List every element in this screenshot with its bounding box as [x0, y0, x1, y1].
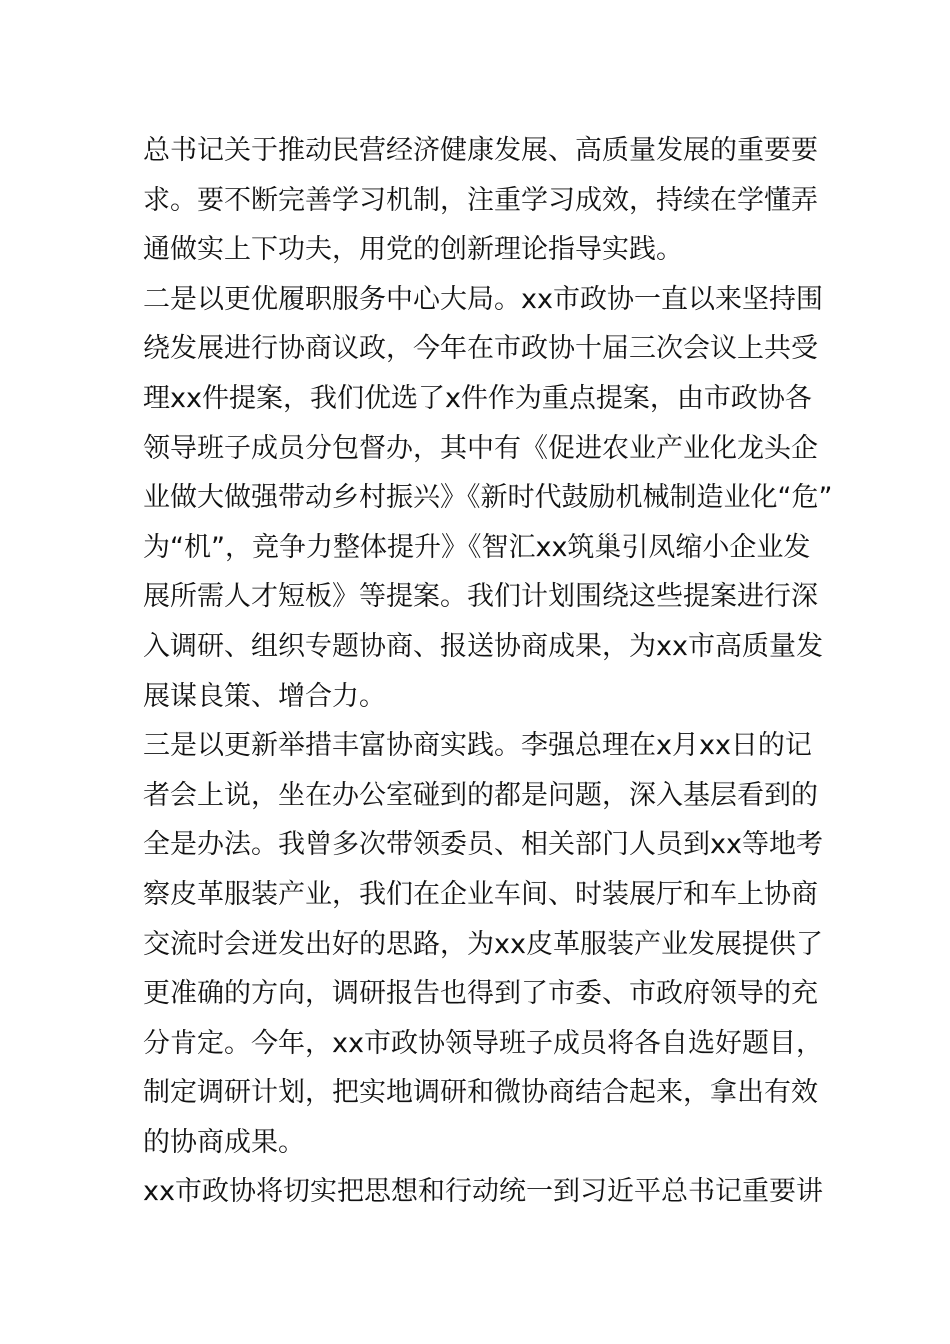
- text-line: xx市政协将切实把思想和行动统一到习近平总书记重要讲: [143, 1176, 823, 1208]
- text-line: 二是以更优履职服务中心大局。xx市政协一直以来坚持围: [143, 283, 823, 315]
- paragraph-3: [143, 721, 823, 1167]
- text-line: 通做实上下功夫，用党的创新理论指导实践。: [143, 234, 683, 266]
- paragraph-4: [143, 1167, 823, 1217]
- text-line: 总书记关于推动民营经济健康发展、高质量发展的重要要: [143, 135, 818, 166]
- paragraph-2: [143, 275, 833, 721]
- text-line: 领导班子成员分包督办，其中有《促进农业产业化龙头企: [143, 432, 818, 464]
- text-line: 理xx件提案，我们优选了x件作为重点提案，由市政协各: [143, 382, 812, 414]
- text-line: 的协商成果。: [143, 1126, 305, 1158]
- text-line: 制定调研计划，把实地调研和微协商结合起来，拿出有效: [143, 1077, 818, 1109]
- paragraph-1: [143, 126, 818, 275]
- text-line: 者会上说，坐在办公室碰到的都是问题，深入基层看到的: [143, 779, 818, 811]
- text-line: 为“机”，竞争力整体提升》《智汇xx筑巢引凤缩小企业发: [143, 531, 811, 563]
- text-line: 求。要不断完善学习机制，注重学习成效，持续在学懂弄: [143, 184, 818, 216]
- text-line: 入调研、组织专题协商、报送协商成果，为xx市高质量发: [143, 630, 823, 662]
- text-line: 交流时会迸发出好的思路，为xx皮革服装产业发展提供了: [143, 928, 823, 960]
- text-line: 展谋良策、增合力。: [143, 680, 386, 712]
- text-line: 绕发展进行协商议政，今年在市政协十届三次会议上共受: [143, 333, 818, 365]
- text-line: 业做大做强带动乡村振兴》《新时代鼓励机械制造业化“危”: [143, 482, 833, 514]
- text-line: 更准确的方向，调研报告也得到了市委、市政府领导的充: [143, 978, 818, 1010]
- text-line: 展所需人才短板》等提案。我们计划围绕这些提案进行深: [143, 581, 818, 613]
- text-line: 三是以更新举措丰富协商实践。李强总理在x月xx日的记: [143, 730, 812, 762]
- text-line: 全是办法。我曾多次带领委员、相关部门人员到xx等地考: [143, 829, 823, 861]
- text-line: 分肯定。今年，xx市政协领导班子成员将各自选好题目，: [143, 1027, 823, 1059]
- text-line: 察皮革服装产业，我们在企业车间、时装展厅和车上协商: [143, 878, 818, 910]
- document-body: [143, 126, 833, 1217]
